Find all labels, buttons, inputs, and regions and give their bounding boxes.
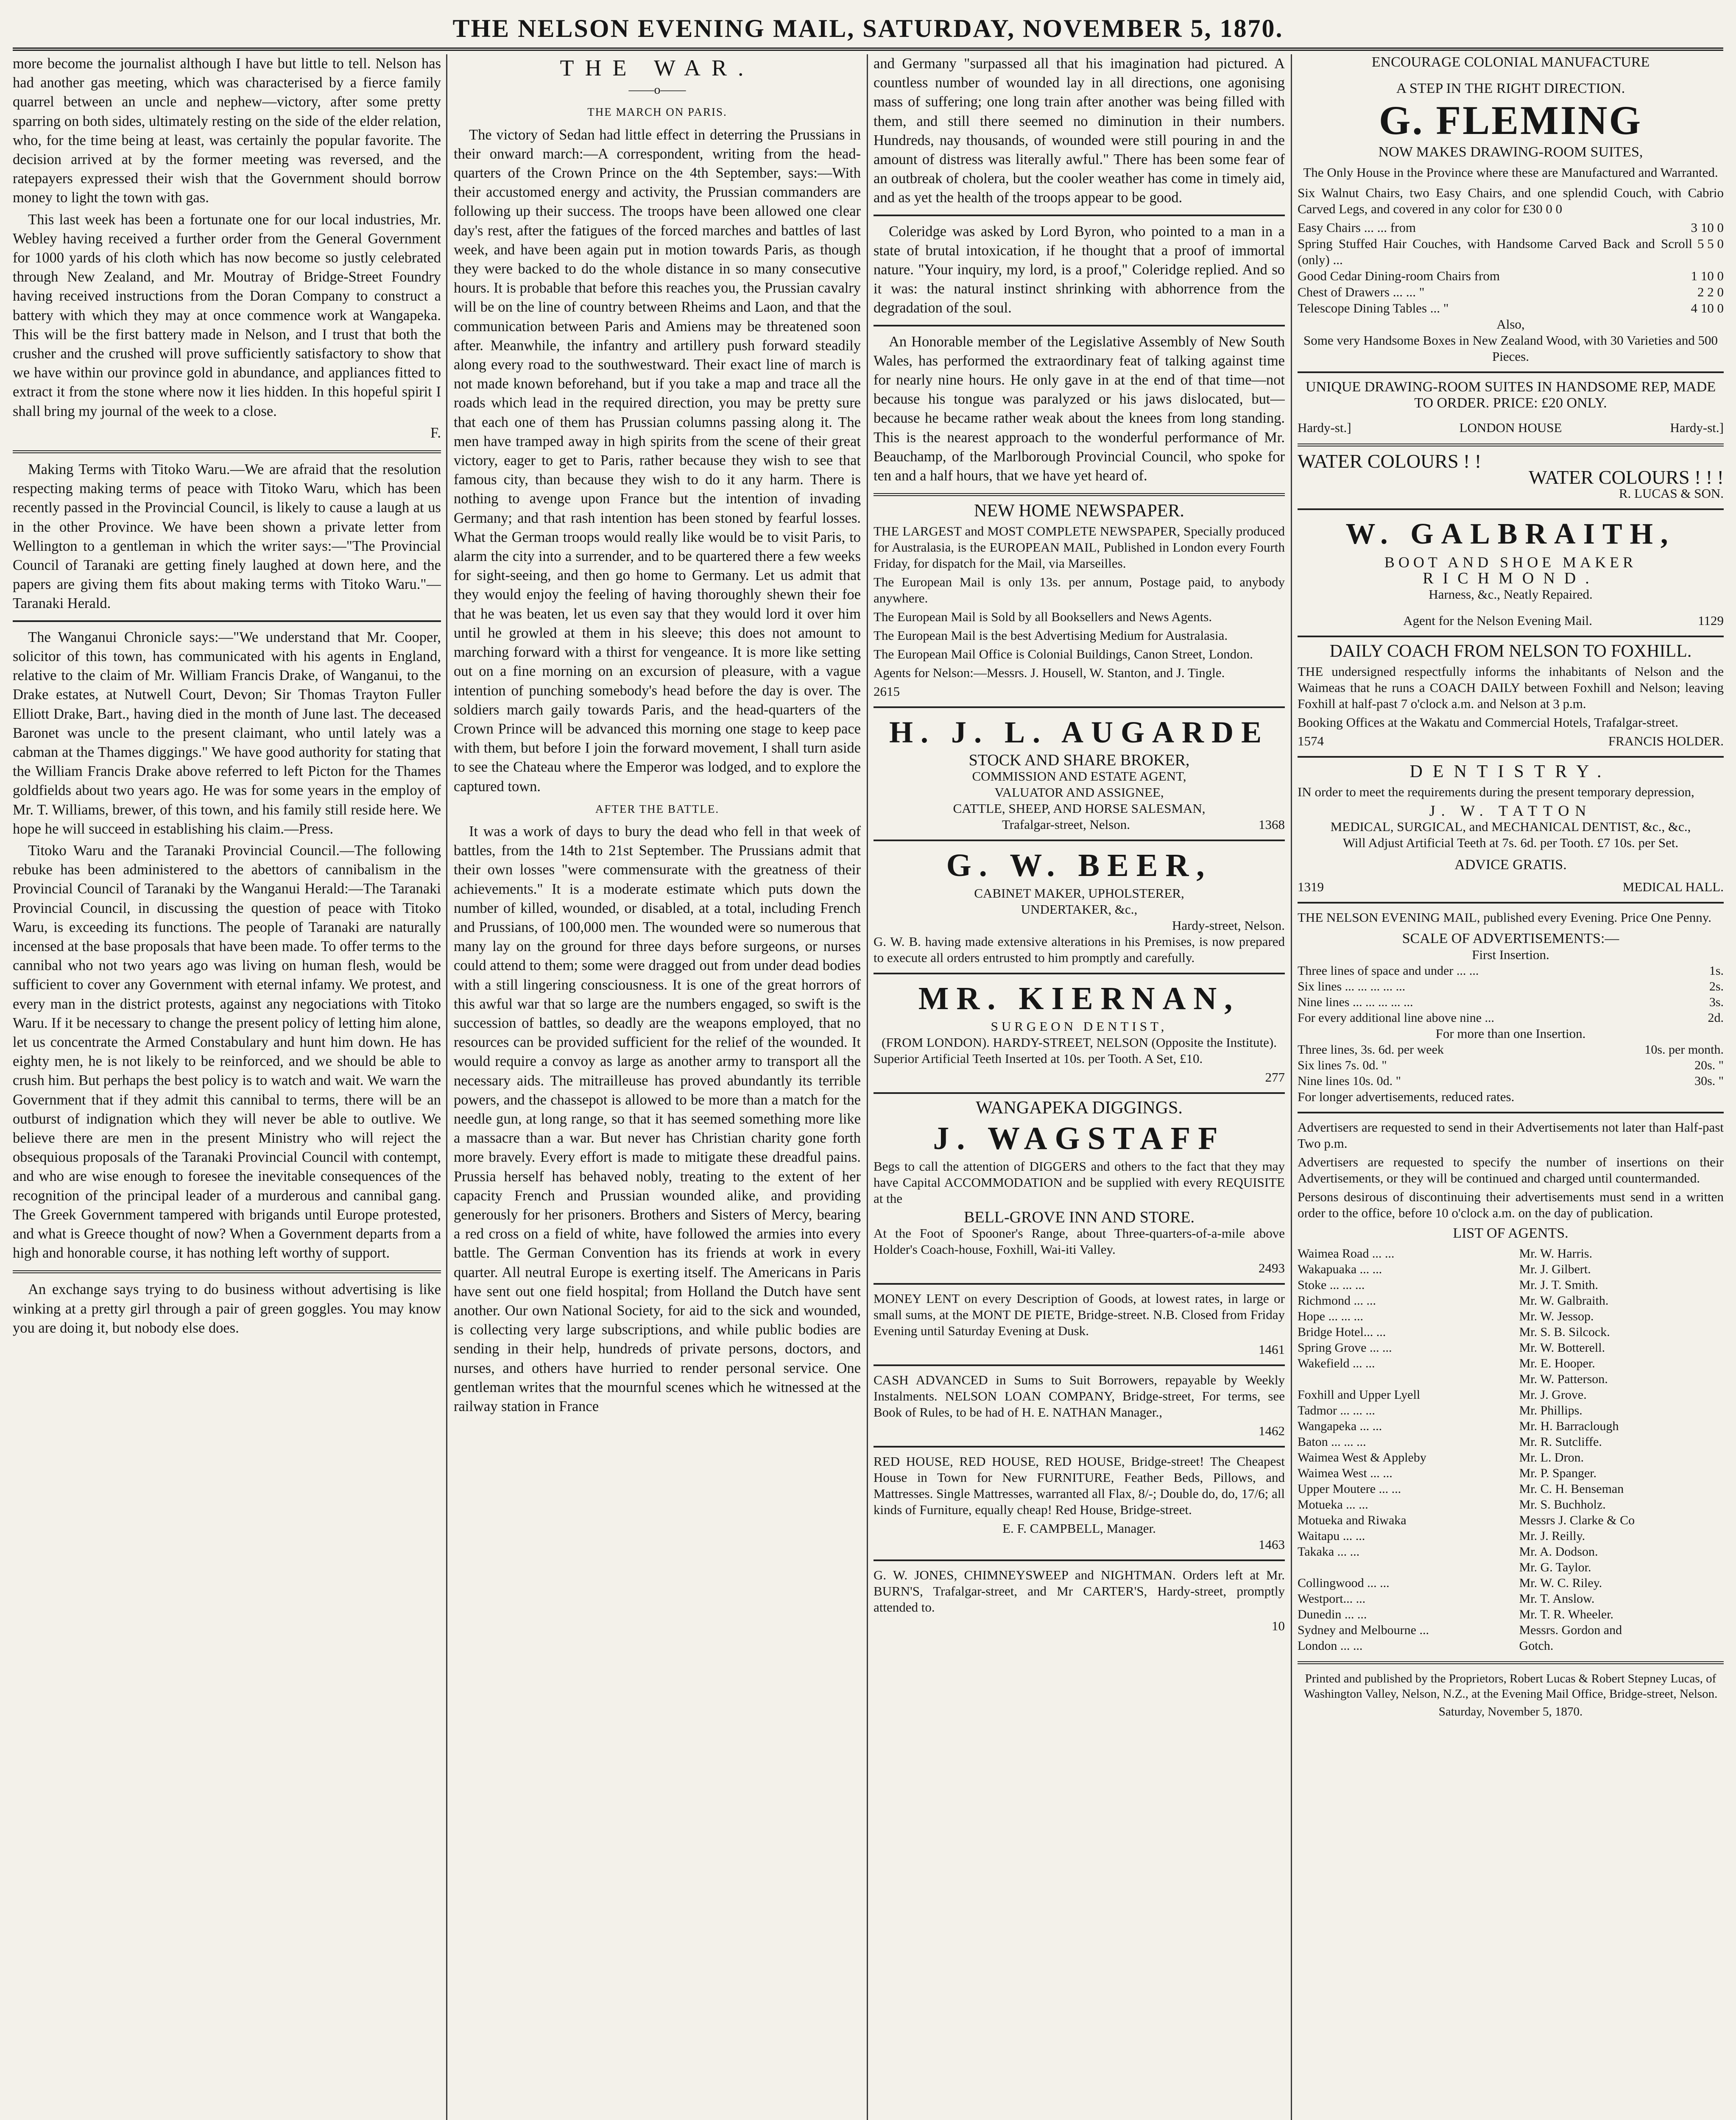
- ad-number: 1129: [1698, 613, 1724, 628]
- ad-number: 10: [1272, 1618, 1285, 1634]
- price-item: Telescope Dining Tables ... ": [1298, 301, 1449, 315]
- ad-text: VALUATOR AND ASSIGNEE,: [994, 785, 1164, 800]
- scale-label: Three lines of space and under ... ...: [1298, 964, 1479, 978]
- ad-text: Also,: [1496, 317, 1525, 332]
- ad-text: CABINET MAKER, UPHOLSTERER,: [974, 886, 1184, 901]
- ad-new-home-newspaper: [874, 503, 1285, 700]
- agent-name: Mr. E. Hooper.: [1519, 1356, 1595, 1370]
- article-divider: [13, 450, 441, 453]
- ad-text: Persons desirous of discontinuing their advertisements must send in a written order to the office, before 10 o'clock a.m. on the day of publication.: [1298, 1189, 1724, 1220]
- ad-title: DENTISTRY.: [1409, 762, 1612, 781]
- agent-name: Mr. J. Gilbert.: [1519, 1262, 1591, 1276]
- ad-text: Hardy-street, Nelson.: [1172, 918, 1285, 933]
- agent-row: [1298, 1559, 1724, 1575]
- agent-name: Mr. W. Harris.: [1519, 1247, 1593, 1261]
- ad-cash-advanced: [874, 1372, 1285, 1439]
- agent-row: [1298, 1497, 1724, 1512]
- imprint: [1298, 1671, 1724, 1719]
- agent-name: Mr. W. Patterson.: [1519, 1372, 1608, 1386]
- ad-number: 277: [1265, 1070, 1285, 1085]
- ad-text: G. W. B. having made extensive alterations in his Premises, is now prepared to execute all orders entrusted to him promptly and carefully.: [874, 934, 1285, 965]
- agent-row: [1298, 1591, 1724, 1607]
- scale-label: Six lines 7s. 0d. ": [1298, 1058, 1387, 1072]
- scale-row: [1298, 1010, 1724, 1026]
- ad-divider: [1298, 636, 1724, 637]
- ad-text: RED HOUSE, RED HOUSE, RED HOUSE, Bridge-street! The Cheapest House in Town for New FURNITURE, Feather Beds, Pillows, and Mattresses. Single Mattresses, warranted all Flax, 8/-; Double do, do, 17/6; all kinds of Furniture, equally cheap! Red House, Bridge-street.: [874, 1454, 1285, 1517]
- agent-place: Sydney and Melbourne ...: [1298, 1623, 1429, 1637]
- scale-price: 20s. ": [1694, 1058, 1724, 1072]
- ad-number: 1368: [1259, 817, 1285, 832]
- agent-name: Mr. C. H. Benseman: [1519, 1482, 1624, 1496]
- agent-name: Mr. J. Grove.: [1519, 1388, 1587, 1402]
- scale-row: [1298, 1042, 1724, 1057]
- agent-name: Mr. W. Jessop.: [1519, 1309, 1594, 1323]
- article-paragraph: Making Terms with Titoko Waru.—We are afraid that the resolution respecting making terms of peace with Titoko Waru, which has been recently passed in the Provincial Council, is likely to cause a laugh at us in the other Province. We have been shown a private letter from Wellington to a gentleman in which the writer says:—"The Provincial Council of Taranaki are getting finely laughed at down here, and the papers are giving them fits about making terms with Titoko Waru."—Taranaki Herald.: [13, 461, 441, 612]
- price-list: [1298, 220, 1724, 316]
- ad-text: FRANCIS HOLDER.: [1608, 734, 1724, 748]
- agent-name: Messrs. Gordon and: [1519, 1623, 1622, 1637]
- ad-text: UNDERTAKER, &c.,: [1021, 902, 1138, 917]
- ad-divider: [874, 1364, 1285, 1366]
- ad-text: CASH ADVANCED in Sums to Suit Borrowers, repayable by Weekly Instalments. NELSON LOAN COMPANY, Bridge-street, For terms, see Book of Rules, to be had of H. E. NATHAN Manager.,: [874, 1372, 1285, 1420]
- price-item: Chest of Drawers ... ... ": [1298, 285, 1425, 299]
- agent-place: Wakapuaka ... ...: [1298, 1262, 1382, 1276]
- agent-name: Mr. G. Taylor.: [1519, 1560, 1591, 1574]
- ad-number: 2493: [1259, 1261, 1285, 1276]
- agent-row: [1298, 1246, 1724, 1261]
- ad-text: STOCK AND SHARE BROKER,: [968, 751, 1190, 770]
- ornament: ——o——: [628, 83, 686, 97]
- agent-row: [1298, 1387, 1724, 1403]
- ad-text: WATER COLOURS ! ! !: [1529, 466, 1724, 488]
- price-item: Easy Chairs ... ... from: [1298, 220, 1416, 235]
- agent-name: Mr. J. T. Smith.: [1519, 1278, 1599, 1292]
- agent-row: [1298, 1544, 1724, 1559]
- imprint-date: Saturday, November 5, 1870.: [1438, 1705, 1583, 1718]
- ad-text: G. W. JONES, CHIMNEYSWEEP and NIGHTMAN. Orders left at Mr. BURN'S, Trafalgar-street, and Mr CARTER'S, Hardy-street, promptly attended to.: [874, 1568, 1285, 1615]
- ad-fleming: [1298, 54, 1724, 436]
- agent-row: [1298, 1418, 1724, 1434]
- ad-text: SURGEON DENTIST,: [991, 1019, 1168, 1034]
- ad-text: For longer advertisements, reduced rates.: [1298, 1089, 1515, 1104]
- ad-divider: [1298, 756, 1724, 758]
- article-divider: [874, 493, 1285, 496]
- ad-text: The European Mail is the best Advertising Medium for Australasia.: [874, 628, 1228, 643]
- agent-place: Tadmor ... ... ...: [1298, 1403, 1375, 1417]
- agent-row: [1298, 1638, 1724, 1654]
- agent-row: [1298, 1403, 1724, 1418]
- scale-row: [1298, 1073, 1724, 1089]
- scale-label: For every additional line above nine ...: [1298, 1011, 1495, 1025]
- agent-name: Mr. W. Botterell.: [1519, 1341, 1605, 1355]
- agent-row: [1298, 1528, 1724, 1544]
- ad-text: R. LUCAS & SON.: [1619, 486, 1724, 501]
- ad-title: NEW HOME NEWSPAPER.: [974, 501, 1184, 521]
- ad-divider: [1298, 444, 1724, 446]
- agent-row: [1298, 1371, 1724, 1387]
- column-4: [1298, 54, 1724, 2120]
- scale-row: [1298, 994, 1724, 1010]
- ad-number: 2615: [874, 684, 900, 699]
- column-rule: [446, 54, 447, 2120]
- ad-number: 1461: [1259, 1342, 1285, 1357]
- ad-text: The European Mail is Sold by all Booksellers and News Agents.: [874, 609, 1212, 625]
- agents-table: [1298, 1246, 1724, 1654]
- agent-place: Collingwood ... ...: [1298, 1576, 1390, 1590]
- subheading: THE MARCH ON PARIS.: [587, 106, 727, 119]
- article-paragraph: and Germany "surpassed all that his imagination had pictured. A countless number of wounded lay in all directions, one agonising mass of suffering; one long train after another was being filled with them, and still there seemed no diminution in their numbers. Hundreds, nay thousands, of wounded were still pouring in and the amount of distress was literally awful." There has been some fear of an outbreak of cholera, but the cooler weather has come in timely aid, and as yet the health of the troops appear to be good.: [874, 56, 1285, 206]
- ad-text: CATTLE, SHEEP, AND HORSE SALESMAN,: [953, 801, 1206, 816]
- scale-price: 10s. per month.: [1644, 1043, 1724, 1057]
- article-paragraph: This last week has been a fortunate one for our local industries, Mr. Webley having received a further order from the General Government for 1000 yards of his cloth which has now become so justly celebrated through New Zealand, and Mr. Moutray of Bridge-Street Foundry having received instructions from the Doran Company to construct a battery with which they may at once commence work at Wangapeka. This will be the first battery made in Nelson, and I trust that both the crusher and the crushed will prove sufficiently satisfactory to show that we have within our province gold in abundance, and appliances fitted to extract it from the stone where now it lies hidden. In this hopeful spirit I shall bring my journal of the week to a close.: [13, 211, 441, 419]
- scale-price: 2s.: [1709, 979, 1724, 993]
- article-divider: [874, 325, 1285, 326]
- agent-place: Dunedin ... ...: [1298, 1607, 1367, 1621]
- ad-name: J. W. TATTON: [1429, 802, 1592, 819]
- ad-divider: [874, 1559, 1285, 1561]
- agent-place: Stoke ... ... ...: [1298, 1278, 1365, 1292]
- ad-text: MEDICAL HALL.: [1622, 879, 1724, 894]
- agent-row: [1298, 1340, 1724, 1356]
- ad-kiernan: [874, 980, 1285, 1085]
- ad-text: Superior Artificial Teeth Inserted at 10s. per Tooth. A Set, £10.: [874, 1051, 1203, 1066]
- ad-divider: [1298, 1661, 1724, 1664]
- article-paragraph: Coleridge was asked by Lord Byron, who pointed to a man in a state of brutal intoxication, if he thought that a proof of immortal nature. "Your inquiry, my lord, is a proof," Coleridge replied. And so it was: the natural instinct shrinking with abhorrence from the degradation of the soul.: [874, 223, 1285, 316]
- agent-row: [1298, 1434, 1724, 1450]
- section-heading: THE WAR.: [560, 55, 755, 81]
- ad-text: MEDICAL, SURGICAL, and MECHANICAL DENTIST, &c., &c.,: [1330, 819, 1691, 834]
- ad-divider: [874, 840, 1285, 841]
- ad-title: DAILY COACH FROM NELSON TO FOXHILL.: [1329, 642, 1692, 661]
- ad-text: (FROM LONDON). HARDY-STREET, NELSON (Opposite the Institute).: [882, 1035, 1277, 1050]
- article-paragraph: Titoko Waru and the Taranaki Provincial Council.—The following rebuke has been administered to the abettors of cannibalism in the Provincial Council of Taranaki by the Wanganui Herald:—The Taranaki Provincial Council, in discussing the question of peace with Titoko Waru, is exceeding its functions. The people of Taranaki are naturally incensed at the base proposals that have been made. To offer terms to the cannibal who not two years ago was living on human flesh, would be sufficient to cover any Government with eternal infamy. We protest, and every man in the district protests, against any negociations with Titoko Waru. If it be necessary to change the present policy of letting him alone, let us concentrate the Armed Constabulary and hunt him down. He has eighty men, he is not likely to be reinforced, and we should be able to crush him. But perhaps the best policy is to watch and wait. We warn the Government that if they admit this cannibal to terms, there will be an outburst of indignation which they will never be able to outlive. We believe there are men in the present Ministry who will reject the obsequious proposals of the Taranaki Provincial Council with contempt, and who are wise enough to foresee the inevitable consequences of the recognition of the principal leader of a murderous and cannibal gang. The Greek Government tampered with brigands until Europe protested, and what is Greece thought of now? When a Government departs from a high and honorable course, it has nothing left worthy of support.: [13, 842, 441, 1261]
- ad-text: Hardy-st.]: [1298, 420, 1351, 435]
- article-signature: F.: [430, 424, 441, 441]
- imprint-text: Printed and published by the Proprietors, Robert Lucas & Robert Stepney Lucas, of Washington Valley, Nelson, N.Z., at the Evening Mail Office, Bridge-street, Nelson.: [1303, 1672, 1718, 1701]
- ad-number: 1319: [1298, 879, 1324, 894]
- agent-place: Wangapeka ... ...: [1298, 1419, 1382, 1433]
- price-row: [1298, 300, 1724, 316]
- ad-text: Agents for Nelson:—Messrs. J. Housell, W. Stanton, and J. Tingle.: [874, 665, 1225, 681]
- ad-divider: [874, 1283, 1285, 1285]
- agent-place: Upper Moutere ... ...: [1298, 1482, 1401, 1496]
- agent-row: [1298, 1512, 1724, 1528]
- agent-name: Mr. Phillips.: [1519, 1403, 1582, 1417]
- column-1: [13, 54, 441, 2120]
- agent-place: Hope ... ... ...: [1298, 1309, 1363, 1323]
- ad-name: H. J. L. AUGARDE: [889, 715, 1270, 750]
- ad-text: Some very Handsome Boxes in New Zealand Wood, with 30 Varieties and 500 Pieces.: [1303, 333, 1718, 364]
- agent-name: Mr. L. Dron.: [1519, 1451, 1584, 1464]
- article-divider: [13, 620, 441, 622]
- column-rule: [867, 54, 868, 2120]
- article-divider: [13, 1270, 441, 1273]
- ad-name: G. FLEMING: [1379, 98, 1643, 143]
- scale-row: [1298, 963, 1724, 979]
- ad-text: IN order to meet the requirements during the present temporary depression,: [1298, 784, 1694, 799]
- agent-place: Foxhill and Upper Lyell: [1298, 1388, 1421, 1402]
- ad-text: NOW MAKES DRAWING-ROOM SUITES,: [1378, 144, 1643, 160]
- scale-table: [1298, 1042, 1724, 1089]
- agent-place: Waitapu ... ...: [1298, 1529, 1365, 1543]
- agent-place: Westport... ...: [1298, 1592, 1366, 1606]
- ad-text: Will Adjust Artificial Teeth at 7s. 6d. per Tooth. £7 10s. per Set.: [1342, 835, 1679, 850]
- agent-name: Mr. W. Galbraith.: [1519, 1294, 1609, 1308]
- ad-water-colours: [1298, 450, 1724, 502]
- agent-place: Wakefield ... ...: [1298, 1356, 1375, 1370]
- ad-number: 1574: [1298, 734, 1324, 748]
- price-row: [1298, 236, 1724, 268]
- ad-text: ADVICE GRATIS.: [1454, 857, 1567, 873]
- ad-jones: [874, 1567, 1285, 1634]
- agent-name: Mr. R. Sutcliffe.: [1519, 1435, 1602, 1449]
- agent-name: Gotch.: [1519, 1639, 1554, 1653]
- ad-dentistry: [1298, 764, 1724, 895]
- agent-name: Mr. J. Reilly.: [1519, 1529, 1585, 1543]
- ad-text: WATER COLOURS ! !: [1298, 450, 1482, 472]
- agent-place: London ... ...: [1298, 1639, 1363, 1653]
- ad-divider: [874, 1446, 1285, 1448]
- agent-row: [1298, 1575, 1724, 1591]
- scale-label: Nine lines 10s. 0d. ": [1298, 1074, 1401, 1088]
- price-value: 4 10 0: [1691, 301, 1724, 315]
- agent-row: [1298, 1622, 1724, 1638]
- ad-text: Advertisers are requested to specify the number of insertions on their Advertisements, or they will be continued and charged until countermanded.: [1298, 1155, 1724, 1186]
- ad-text: THE NELSON EVENING MAIL, published every Evening. Price One Penny.: [1298, 910, 1712, 925]
- ad-text: First Insertion.: [1472, 947, 1549, 962]
- agent-name: Mr. T. R. Wheeler.: [1519, 1607, 1614, 1621]
- agent-row: [1298, 1356, 1724, 1371]
- agent-place: Baton ... ... ...: [1298, 1435, 1366, 1449]
- agent-name: Mr. T. Anslow.: [1519, 1592, 1595, 1606]
- ad-divider: [1298, 371, 1724, 373]
- price-row: [1298, 284, 1724, 300]
- scale-label: Three lines, 3s. 6d. per week: [1298, 1043, 1444, 1057]
- article-paragraph: It was a work of days to bury the dead who fell in that week of battles, from the 14th to 21st September. The Prussians admit that their own losses "were commensurate with the greatness of their achievements." It is a moderate estimate which puts down the number of killed, wounded, or disabled, at a total, including French and Prussians, of 100,000 men. The wounded were so numerous that many lay on the ground for three days before surgeons, or nurses could attend to them; some were dragged out from under dead bodies with a still lingering consciousness. It is one of the great horrors of this awful war that so large are the numbers engaged, so swift is the succession of battles, so deadly are the weapons employed, that no resources can be provided sufficient for the relief of the wounded. It would require a convoy as large as another army to transport all the necessary aids. The mitrailleuse has proved abundantly its terrible powers, and the chassepot is allowed to be more than a match for the needle gun, at long range, so that it has seemed something more like a massacre than a war. But never has Christian charity gone forth more bravely. Every effort is made to mitigate these dreadful pains. Prussia herself has behaved nobly, treating to the extent of her capacity French and Prussian wounded alike, and providing generously for her prisoners. Brothers and Sisters of Mercy, bearing a red cross on a field of white, have followed the armies into every battle. The German Convention has its friends at work in every quarter. All neutral Europe is exerting itself. The Americans in Paris have sent out one field hospital; from Holland the Dutch have sent another. Our own National Society, for aid to the sick and wounded, is collecting very large subscriptions, and while public bodies are sending in their help, hundreds of private persons, doctors, and nurses, and others have hurried to render personal service. One gentleman writes that the mournful scenes which he witnessed at the railway station in France: [454, 823, 861, 1415]
- ad-text: UNIQUE DRAWING-ROOM SUITES IN HANDSOME REP, MADE TO ORDER. PRICE: £20 ONLY.: [1305, 379, 1716, 411]
- ad-divider: [874, 973, 1285, 974]
- agent-row: [1298, 1293, 1724, 1308]
- advertising-scale: [1298, 909, 1724, 1654]
- scale-price: 1s.: [1709, 964, 1724, 978]
- price-value: 2 2 0: [1697, 285, 1724, 299]
- ad-text: ENCOURAGE COLONIAL MANUFACTURE: [1371, 54, 1650, 70]
- agent-place: Waimea West & Appleby: [1298, 1451, 1426, 1464]
- ad-divider: [1298, 508, 1724, 510]
- agent-row: [1298, 1277, 1724, 1293]
- agent-row: [1298, 1465, 1724, 1481]
- scale-table: [1298, 963, 1724, 1026]
- agent-name: Mr. P. Spanger.: [1519, 1466, 1597, 1480]
- price-value: 5 5 0: [1697, 236, 1724, 251]
- ad-text: THE LARGEST and MOST COMPLETE NEWSPAPER, Specially produced for Australasia, is the EUROPEAN MAIL, Published in London every Fourth Friday, for dispatch for the Mail, via Marseilles.: [874, 524, 1285, 571]
- scale-row: [1298, 979, 1724, 994]
- ad-text: Hardy-st.]: [1670, 420, 1724, 435]
- price-row: [1298, 268, 1724, 284]
- ad-daily-coach: [1298, 643, 1724, 749]
- column-2: [454, 54, 861, 2120]
- column-3: [874, 54, 1285, 2120]
- ad-text: The European Mail Office is Colonial Buildings, Canon Street, London.: [874, 647, 1253, 662]
- scale-price: 3s.: [1709, 995, 1724, 1009]
- agent-place: Richmond ... ...: [1298, 1294, 1376, 1308]
- article-paragraph: An exchange says trying to do business without advertising is like winking at a pretty girl through a pair of green goggles. You may know you are doing it, but nobody else does.: [13, 1281, 441, 1336]
- ad-money-lent: [874, 1291, 1285, 1358]
- ad-divider: [874, 706, 1285, 708]
- agent-row: [1298, 1324, 1724, 1340]
- ad-text: Advertisers are requested to send in their Advertisements not later than Half-past Two p.m.: [1298, 1120, 1724, 1151]
- ad-title: WANGAPEKA DIGGINGS.: [976, 1098, 1183, 1118]
- ad-text: Agent for the Nelson Evening Mail.: [1403, 613, 1593, 628]
- agent-row: [1298, 1450, 1724, 1465]
- agent-row: [1298, 1308, 1724, 1324]
- agent-place: [1298, 1371, 1519, 1387]
- masthead: THE NELSON EVENING MAIL, SATURDAY, NOVEMBER 5, 1870.: [13, 9, 1723, 51]
- agent-place: Motueka and Riwaka: [1298, 1513, 1407, 1527]
- agent-row: [1298, 1481, 1724, 1497]
- ad-divider: [1298, 1112, 1724, 1113]
- price-item: Spring Stuffed Hair Couches, with Handsome Carved Back and Scroll (only) ...: [1298, 236, 1692, 267]
- ad-name: W. GALBRAITH,: [1345, 518, 1676, 550]
- subheading: AFTER THE BATTLE.: [595, 802, 720, 815]
- column-rule: [1291, 54, 1292, 2120]
- article-paragraph: An Honorable member of the Legislative Assembly of New South Wales, has performed the extraordinary feat of talking against time for nearly nine hours. He only gave in at the end of that time—not because his tongue was paralyzed or his jaws dislocated, but—because he became rather weak about the knees from long standing. This is the nearest approach to the wonderful performance of Mr. Beauchamp, of the Marlborough Provincial Council, who spoke for ten and a half hours, that we have yet heard of.: [874, 333, 1285, 484]
- price-item: Good Cedar Dining-room Chairs from: [1298, 268, 1500, 283]
- ad-text: Begs to call the attention of DIGGERS and others to the fact that they may have Capital ACCOMMODATION and be supplied with every REQUISITE at the: [874, 1159, 1285, 1206]
- agent-name: Mr. S. Buchholz.: [1519, 1498, 1606, 1512]
- price-row: [1298, 220, 1724, 236]
- ad-text: Booking Offices at the Wakatu and Commercial Hotels, Trafalgar-street.: [1298, 715, 1678, 730]
- ad-title: SCALE OF ADVERTISEMENTS:—: [1402, 931, 1619, 946]
- agent-place: Spring Grove ... ...: [1298, 1341, 1392, 1355]
- scale-row: [1298, 1057, 1724, 1073]
- scale-label: Nine lines ... ... ... ... ...: [1298, 995, 1413, 1009]
- ad-text: A STEP IN THE RIGHT DIRECTION.: [1396, 81, 1625, 96]
- article-paragraph: The Wanganui Chronicle says:—"We understand that Mr. Cooper, solicitor of this town, has communicated with his agents in England, relative to the claim of Mr. William Francis Drake, of Wanganui, to the Drake estates, at Nutwell Court, Devon; Sir Thomas Trayton Fuller Elliott Drake, Bart., having died in the month of June last. The deceased Baronet was uncle to the present claimant, who until lately was a cabman at the Thames diggings." We have good authority for stating that the William Francis Drake above referred to left Picton for the Thames goldfields about two years ago. He was for some years in the employ of Mr. T. Williams, brewer, of this town, and his family still reside here. We hope he will succeed in establishing his claim.—Press.: [13, 629, 441, 837]
- ad-text: LONDON HOUSE: [1459, 420, 1562, 435]
- agent-row: [1298, 1607, 1724, 1622]
- ad-title: LIST OF AGENTS.: [1453, 1225, 1569, 1241]
- agent-place: [1298, 1559, 1519, 1575]
- agent-place: Bridge Hotel... ...: [1298, 1325, 1386, 1339]
- price-value: 1 10 0: [1691, 268, 1724, 283]
- ad-text: Six Walnut Chairs, two Easy Chairs, and one splendid Couch, with Cabrio Carved Legs, and covered in any color for £30 0 0: [1298, 185, 1724, 216]
- ad-text: BELL-GROVE INN AND STORE.: [964, 1208, 1195, 1227]
- ad-text: Trafalgar-street, Nelson.: [1002, 817, 1130, 832]
- ad-red-house: [874, 1453, 1285, 1553]
- agent-name: Mr. S. B. Silcock.: [1519, 1325, 1610, 1339]
- agent-place: Waimea Road ... ...: [1298, 1247, 1395, 1261]
- scale-price: 2d.: [1708, 1011, 1724, 1025]
- ad-text: Harness, &c., Neatly Repaired.: [1429, 587, 1593, 602]
- ad-text: COMMISSION AND ESTATE AGENT,: [972, 769, 1186, 784]
- ad-text: E. F. CAMPBELL, Manager.: [1002, 1521, 1156, 1536]
- ad-text: The European Mail is only 13s. per annum, Postage paid, to anybody anywhere.: [874, 575, 1285, 606]
- ad-text: BOOT AND SHOE MAKER: [1384, 554, 1637, 571]
- article-divider: [874, 215, 1285, 216]
- agent-name: Mr. W. C. Riley.: [1519, 1576, 1602, 1590]
- scale-price: 30s. ": [1694, 1074, 1724, 1088]
- ad-name: G. W. BEER,: [946, 848, 1212, 884]
- ad-name: J. WAGSTAFF: [933, 1121, 1225, 1157]
- article-paragraph: The victory of Sedan had little effect in deterring the Prussians in their onward march:—A correspondent, writing from the head-quarters of the Crown Prince on the 4th September, says:—With their accustomed energy and activity, the Prussian commanders are following up their success. The troops have been allowed one clear day's rest, after the fatigues of the forced marches and battles of last week, and have been again put in motion towards Paris, as though they were backed to do the whole distance in so many consecutive hours. It is probable that before this reaches you, the Prussian cavalry will be on the line of country between Rheims and Laon, and that the communication between Paris and Amiens may be threatened soon after. Meanwhile, the infantry and artillery push forward steadily along every road to the southwestward. Their exact line of march is not made known beforehand, but if you take a map and trace all the roads which lead in the required direction, you may be pretty sure that each one of them has Prussian columns passing along it. The men have tramped away in high spirits from the scene of their great victory, eager to get to Paris, rather because they wish to see that famous city, than because they wish to do it any harm. There is nothing to avenge upon France but the intention of invading Germany; and that rash intention has been stoned by fearful losses. What the German troops would really like would be to visit Paris, to alarm the city into a surrender, and to be quartered there a few weeks for sight-seeing, and then go home to Germany. Let us admit that they would enjoy the feeling of having thoroughly shewn their foe that he was beaten, let us even say that they would lord it over him until he growled at them in his sleeve; this does not amount to marching forward with a thirst for vengeance. It is more like setting out on a fine morning on an excursion of pleasure, with a vague intention of punching somebody's head before the day is over. The soldiers march gaily towards Paris, and the head-quarters of the Crown Prince will be advanced this morning one stage to keep pace with them, but before I join the forward movement, I shall turn aside to see the Chateau where the Emperor was lodged, and to explore the captured town.: [454, 126, 861, 795]
- agent-name: Messrs J. Clarke & Co: [1519, 1513, 1635, 1527]
- agent-place: Motueka ... ...: [1298, 1498, 1368, 1512]
- ad-text: THE undersigned respectfully informs the inhabitants of Nelson and the Waimeas that he runs a COACH DAILY between Foxhill and Nelson; leaving Foxhill at half-past 7 o'clock a.m. and Nelson at 3 p.m.: [1298, 664, 1724, 711]
- agent-place: Takaka ... ...: [1298, 1545, 1360, 1559]
- agent-name: Mr. H. Barraclough: [1519, 1419, 1619, 1433]
- ad-text: The Only House in the Province where these are Manufactured and Warranted.: [1303, 165, 1718, 180]
- agent-row: [1298, 1261, 1724, 1277]
- ad-divider: [1298, 902, 1724, 904]
- ad-divider: [874, 1092, 1285, 1094]
- agent-name: Mr. A. Dodson.: [1519, 1545, 1598, 1559]
- ad-name: MR. KIERNAN,: [918, 981, 1240, 1017]
- ad-number: 1462: [1259, 1423, 1285, 1439]
- ad-number: 1463: [1259, 1537, 1285, 1552]
- ad-text: For more than one Insertion.: [1435, 1026, 1586, 1041]
- ad-text: MONEY LENT on every Description of Goods, at lowest rates, in large or small sums, at the MONT DE PIETE, Bridge-street. N.B. Closed from Friday Evening until Saturday Evening at Dusk.: [874, 1291, 1285, 1339]
- article-paragraph: more become the journalist although I have but little to tell. Nelson has had another gas meeting, which was characterised by a fierce family quarrel between an uncle and nephew—victory, after some pretty sparring on both sides, ultimately resting on the side of the elder relation, who, for the time being at least, was certainly the popular favorite. The decision arrived at by the former meeting was reversed, and the ratepayers expressed their wish that the Government should borrow money to light the town with gas.: [13, 56, 441, 206]
- agent-place: Waimea West ... ...: [1298, 1466, 1393, 1480]
- price-value: 3 10 0: [1691, 220, 1724, 235]
- ad-galbraith: [1298, 516, 1724, 629]
- ad-text: At the Foot of Spooner's Range, about Three-quarters-of-a-mile above Holder's Coach-house, Foxhill, Wai-iti Valley.: [874, 1226, 1285, 1257]
- scale-label: Six lines ... ... ... ... ...: [1298, 979, 1406, 993]
- ad-beer: [874, 847, 1285, 966]
- ad-text: RICHMOND.: [1423, 569, 1599, 587]
- ad-wangapeka: [874, 1100, 1285, 1276]
- ad-augarde: [874, 714, 1285, 833]
